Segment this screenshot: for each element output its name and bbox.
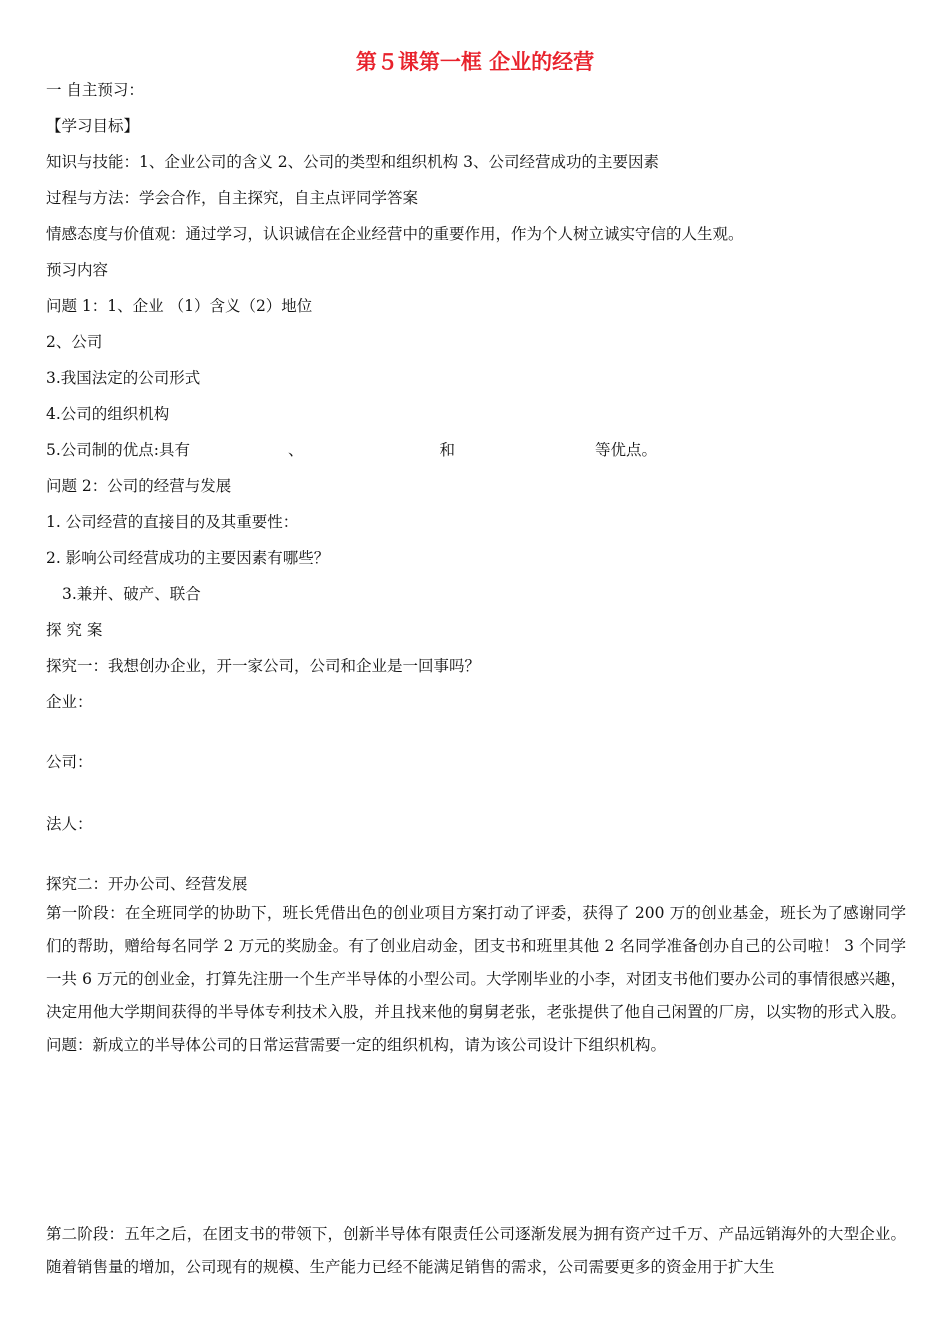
question-1-item-5 (46, 438, 657, 460)
question-1: 问题 1：1、企业 （1）含义（2）地位 (46, 297, 313, 315)
explore-2: 探究二：开办公司、经营发展 (46, 875, 248, 893)
advantages-suffix: 等优点。 (595, 441, 658, 459)
question-1-item-4: 4.公司的组织机构 (46, 405, 170, 423)
goal-values: 情感态度与价值观：通过学习，认识诚信在企业经营中的重要作用，作为个人树立诚实守信的人生观。 (46, 225, 744, 243)
question-2-item-3: 3.兼并、破产、联合 (62, 585, 201, 603)
label-company: 公司： (46, 753, 93, 771)
question-1-item-2: 2、公司 (46, 333, 103, 351)
preview-heading: 一 自主预习： (46, 81, 144, 99)
label-legal-person: 法人： (46, 815, 93, 833)
stage-2-paragraph: 第二阶段：五年之后，在团支书的带领下，创新半导体有限责任公司逐渐发展为拥有资产过千万、产品远销海外的大型企业。随着销售量的增加，公司现有的规模、生产能力已经不能满足销售的需求，公司需要更多的资金用于扩大生 (46, 1225, 906, 1276)
explore-heading: 探 究 案 (46, 621, 103, 639)
question-2-item-2: 2. 影响公司经营成功的主要因素有哪些？ (46, 549, 330, 567)
question-2-item-1: 1. 公司经营的直接目的及其重要性： (46, 513, 299, 531)
goal-process: 过程与方法：学会合作，自主探究，自主点评同学答案 (46, 189, 419, 207)
goal-knowledge: 知识与技能：1、企业公司的含义 2、公司的类型和组织机构 3、公司经营成功的主要因素 (46, 153, 659, 171)
label-enterprise: 企业： (46, 693, 93, 711)
advantages-sep-2: 和 (439, 441, 456, 459)
preview-content-heading: 预习内容 (46, 261, 109, 279)
goals-heading: 【学习目标】 (46, 117, 140, 135)
advantages-sep-1: 、 (288, 441, 304, 459)
page-title: 第５课第一框 企业的经营 (355, 50, 595, 74)
stage-1-paragraph: 第一阶段：在全班同学的协助下，班长凭借出色的创业项目方案打动了评委，获得了 200 万的创业基金，班长为了感谢同学们的帮助，赠给每名同学 2 万元的奖励金。有了创业启动金，团支书和班里其他 2 名同学准备创办自己的公司啦！ 3 个同学一共 6 万元的创业金，打算先注册一个生产半导体的小型公司。大学刚毕业的小李，对团支书他们要办公司的事情很感兴趣，决定用他大学期间获得的半导体专利技术入股，并且找来他的舅舅老张，老张提供了他自己闲置的厂房，以实物的形式入股。问题：新成立的半导体公司的日常运营需要一定的组织机构，请为该公司设计下组织机构。 (46, 904, 906, 1054)
explore-1: 探究一：我想创办企业，开一家公司，公司和企业是一回事吗？ (46, 657, 481, 675)
question-1-item-3: 3.我国法定的公司形式 (46, 369, 201, 387)
question-2: 问题 2：公司的经营与发展 (46, 477, 232, 495)
advantages-prefix: 5.公司制的优点:具有 (46, 441, 191, 459)
